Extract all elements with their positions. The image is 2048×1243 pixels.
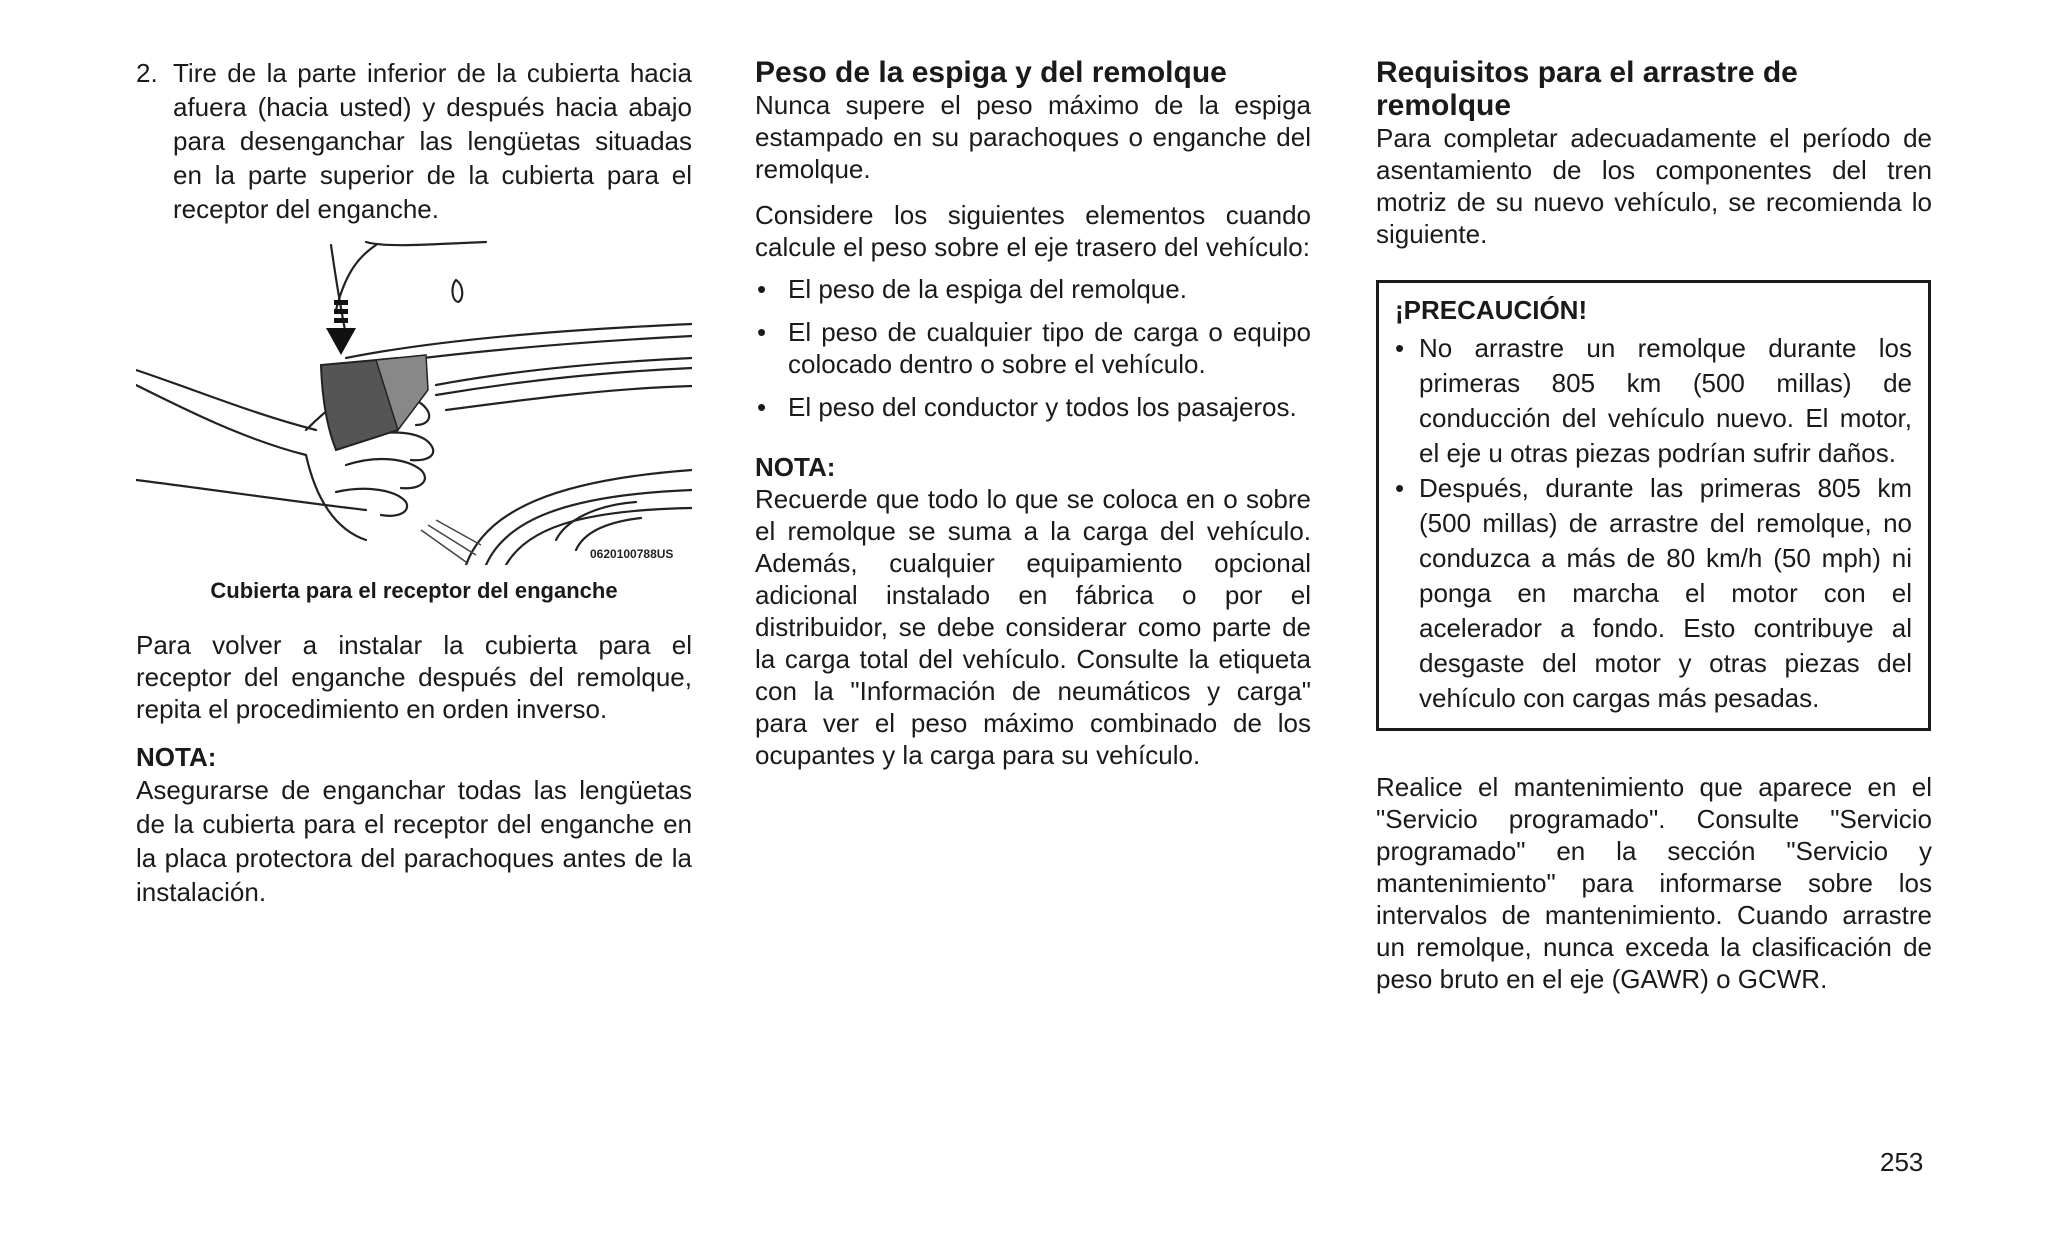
note-title: NOTA: — [755, 452, 836, 482]
bullet-icon: • — [757, 317, 767, 347]
step-text: Tire de la parte inferior de la cubierta hacia afuera (hacia usted) y después hacia abajo para desenganchar las lengüetas situadas en la parte superior de la cubierta para el receptor del enganche. — [173, 58, 692, 224]
hitch-cover-drawing — [136, 240, 692, 565]
note-title: NOTA: — [136, 742, 217, 772]
list-item: • No arrastre un remolque durante los primeras 805 km (500 millas) de conducción del vehículo nuevo. El motor, el eje u otras piezas podrían sufrir daños. — [1395, 331, 1912, 471]
list-item: • Después, durante las primeras 805 km (500 millas) de arrastre del remolque, no conduzca a más de 80 km/h (50 mph) ni ponga en marcha el motor con el acelerador a fondo. Esto contribuye al desgaste del motor y otras piezas del vehículo con cargas más pesadas. — [1395, 471, 1912, 716]
list-item: • El peso del conductor y todos los pasajeros. — [757, 392, 1297, 422]
intro-paragraph: Para completar adecuadamente el período de asentamiento de los componentes del tren motriz de su nuevo vehículo, se recomienda lo siguiente. — [1376, 123, 1932, 249]
caution-box — [1376, 280, 1931, 731]
bullet-icon: • — [757, 274, 767, 304]
section-heading-towing-requirements: Requisitos para el arrastre de remolque — [1376, 56, 1798, 122]
list-item: • El peso de cualquier tipo de carga o equipo colocado dentro o sobre el vehículo. — [757, 317, 1311, 379]
note-paragraph: Asegurarse de enganchar todas las lengüetas de la cubierta para el receptor del enganche en la placa protectora del parachoques antes de la instalación. — [136, 775, 692, 907]
note-paragraph: Recuerde que todo lo que se coloca en o sobre el remolque se suma a la carga del vehículo. Además, cualquier equipamiento opcional adicional instalado en fábrica o por el distribuidor, se debe considerar como parte de la carga total del vehículo. Consulte la etiqueta con la "Información de neumáticos y carga" para ver el peso máximo combinado de los ocupantes y la carga para su vehículo. — [755, 484, 1311, 770]
caution-title: ¡PRECAUCIÓN! — [1395, 295, 1588, 325]
column-left — [136, 56, 692, 909]
bullet-icon: • — [757, 392, 767, 422]
consider-paragraph: Considere los siguientes elementos cuando calcule el peso sobre el eje trasero del vehículo: — [755, 200, 1311, 262]
weight-bullet-list — [755, 273, 1311, 423]
column-right — [1376, 56, 1932, 995]
step-2 — [136, 56, 692, 226]
column-middle — [755, 56, 1311, 771]
section-heading-tongue-weight: Peso de la espiga y del remolque — [755, 56, 1227, 89]
page-number: 253 — [1880, 1147, 1924, 1177]
figure-code: 0620100788US — [590, 547, 674, 561]
figure-caption: Cubierta para el receptor del enganche — [210, 578, 618, 603]
bullet-icon: • — [1395, 333, 1405, 363]
intro-paragraph: Nunca supere el peso máximo de la espiga estampado en su parachoques o enganche del remolque. — [755, 90, 1311, 184]
step-number: 2. — [136, 58, 158, 88]
list-item: • El peso de la espiga del remolque. — [757, 274, 1187, 304]
hitch-cover-illustration — [136, 240, 692, 565]
bullet-icon: • — [1395, 473, 1405, 503]
reinstall-paragraph: Para volver a instalar la cubierta para el receptor del enganche después del remolque, repita el procedimiento en orden inverso. — [136, 630, 692, 724]
maintenance-paragraph: Realice el mantenimiento que aparece en el "Servicio programado". Consulte "Servicio programado" en la sección "Servicio y mantenimiento" para informarse sobre los intervalos de mantenimiento. Cuando arrastre un remolque, nunca exceda la clasificación de peso bruto en el eje (GAWR) o GCWR. — [1376, 772, 1932, 994]
caution-bullet-list — [1395, 331, 1912, 716]
